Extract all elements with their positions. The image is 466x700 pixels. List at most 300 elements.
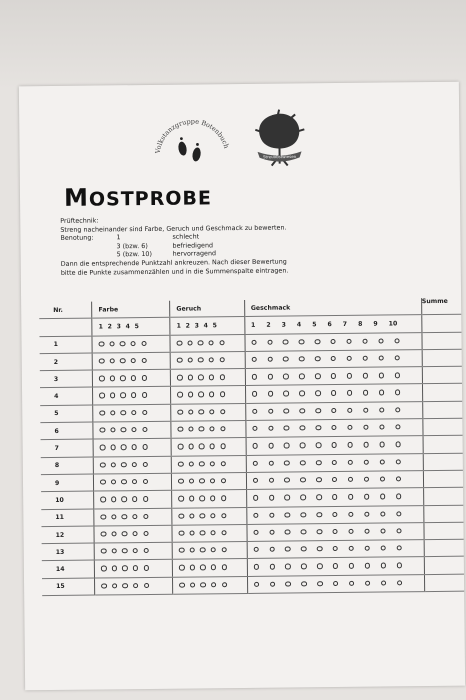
rating-checkbox[interactable] [220,478,225,483]
rating-checkbox[interactable] [380,546,385,551]
rating-checkbox[interactable] [300,495,305,500]
rating-checkbox[interactable] [269,564,274,569]
rating-checkbox[interactable] [219,374,224,379]
rating-checkbox[interactable] [190,565,195,570]
summe-field[interactable] [423,436,463,454]
rating-checkbox[interactable] [131,427,136,432]
rating-checkbox[interactable] [120,375,125,380]
rating-checkbox[interactable] [120,358,125,363]
rating-checkbox[interactable] [379,442,384,447]
rating-checkbox[interactable] [300,408,305,413]
rating-checkbox[interactable] [396,528,401,533]
rating-checkbox[interactable] [121,427,126,432]
rating-checkbox[interactable] [285,564,290,569]
rating-checkbox[interactable] [315,356,320,361]
rating-checkbox[interactable] [348,511,353,516]
rating-checkbox[interactable] [315,391,320,396]
rating-checkbox[interactable] [285,547,290,552]
rating-checkbox[interactable] [396,545,401,550]
rating-checkbox[interactable] [177,409,182,414]
rating-checkbox[interactable] [211,565,216,570]
rating-checkbox[interactable] [301,546,306,551]
rating-checkbox[interactable] [220,426,225,431]
rating-checkbox[interactable] [101,566,106,571]
rating-checkbox[interactable] [269,495,274,500]
rating-checkbox[interactable] [101,549,106,554]
rating-checkbox[interactable] [132,444,137,449]
rating-checkbox[interactable] [317,564,322,569]
rating-checkbox[interactable] [143,513,148,518]
rating-checkbox[interactable] [396,476,401,481]
rating-checkbox[interactable] [133,531,138,536]
rating-checkbox[interactable] [333,581,338,586]
rating-checkbox[interactable] [221,547,226,552]
rating-checkbox[interactable] [198,357,203,362]
summe-field[interactable] [422,366,462,384]
rating-checkbox[interactable] [284,460,289,465]
rating-checkbox[interactable] [210,495,215,500]
rating-checkbox[interactable] [209,374,214,379]
rating-checkbox[interactable] [349,546,354,551]
rating-checkbox[interactable] [189,461,194,466]
rating-checkbox[interactable] [121,393,126,398]
rating-checkbox[interactable] [300,460,305,465]
rating-checkbox[interactable] [332,494,337,499]
rating-checkbox[interactable] [187,357,192,362]
rating-checkbox[interactable] [132,479,137,484]
rating-checkbox[interactable] [200,496,205,501]
rating-checkbox[interactable] [332,460,337,465]
summe-field[interactable] [424,574,464,592]
rating-checkbox[interactable] [210,444,215,449]
rating-checkbox[interactable] [177,392,182,397]
rating-checkbox[interactable] [381,563,386,568]
rating-checkbox[interactable] [268,478,273,483]
summe-field[interactable] [424,505,464,523]
rating-checkbox[interactable] [101,514,106,519]
rating-checkbox[interactable] [121,479,126,484]
rating-checkbox[interactable] [380,528,385,533]
rating-checkbox[interactable] [364,477,369,482]
summe-field[interactable] [422,384,462,402]
rating-checkbox[interactable] [363,442,368,447]
summe-field[interactable] [422,332,462,350]
rating-checkbox[interactable] [284,426,289,431]
rating-checkbox[interactable] [396,511,401,516]
rating-checkbox[interactable] [188,392,193,397]
rating-checkbox[interactable] [208,340,213,345]
rating-checkbox[interactable] [198,375,203,380]
rating-checkbox[interactable] [364,459,369,464]
summe-field[interactable] [422,401,462,419]
rating-checkbox[interactable] [177,340,182,345]
rating-checkbox[interactable] [121,462,126,467]
rating-checkbox[interactable] [110,375,115,380]
rating-checkbox[interactable] [268,443,273,448]
rating-checkbox[interactable] [316,442,321,447]
rating-checkbox[interactable] [100,497,105,502]
rating-checkbox[interactable] [315,339,320,344]
rating-checkbox[interactable] [132,462,137,467]
summe-field[interactable] [422,349,462,367]
rating-checkbox[interactable] [299,391,304,396]
rating-checkbox[interactable] [364,511,369,516]
rating-checkbox[interactable] [221,495,226,500]
rating-checkbox[interactable] [178,461,183,466]
rating-checkbox[interactable] [178,496,183,501]
rating-checkbox[interactable] [200,565,205,570]
rating-checkbox[interactable] [395,407,400,412]
rating-checkbox[interactable] [317,529,322,534]
rating-checkbox[interactable] [378,355,383,360]
rating-checkbox[interactable] [284,408,289,413]
rating-checkbox[interactable] [132,496,137,501]
rating-checkbox[interactable] [200,513,205,518]
summe-field[interactable] [423,418,463,436]
rating-checkbox[interactable] [269,529,274,534]
rating-checkbox[interactable] [200,547,205,552]
rating-checkbox[interactable] [190,582,195,587]
rating-checkbox[interactable] [200,530,205,535]
summe-field[interactable] [424,522,464,540]
rating-checkbox[interactable] [267,357,272,362]
rating-checkbox[interactable] [332,512,337,517]
rating-checkbox[interactable] [299,373,304,378]
rating-checkbox[interactable] [379,373,384,378]
rating-checkbox[interactable] [363,356,368,361]
rating-checkbox[interactable] [198,340,203,345]
rating-checkbox[interactable] [395,390,400,395]
rating-checkbox[interactable] [143,531,148,536]
rating-checkbox[interactable] [199,409,204,414]
rating-checkbox[interactable] [111,497,116,502]
rating-checkbox[interactable] [179,530,184,535]
rating-checkbox[interactable] [251,339,256,344]
rating-checkbox[interactable] [133,565,138,570]
rating-checkbox[interactable] [268,426,273,431]
rating-checkbox[interactable] [254,564,259,569]
rating-checkbox[interactable] [252,426,257,431]
rating-checkbox[interactable] [362,338,367,343]
rating-checkbox[interactable] [285,529,290,534]
rating-checkbox[interactable] [252,443,257,448]
rating-checkbox[interactable] [395,372,400,377]
rating-checkbox[interactable] [395,424,400,429]
rating-checkbox[interactable] [209,409,214,414]
rating-checkbox[interactable] [144,583,149,588]
rating-checkbox[interactable] [380,459,385,464]
rating-checkbox[interactable] [143,548,148,553]
rating-checkbox[interactable] [122,583,127,588]
rating-checkbox[interactable] [332,442,337,447]
rating-checkbox[interactable] [99,358,104,363]
rating-checkbox[interactable] [299,356,304,361]
rating-checkbox[interactable] [380,511,385,516]
rating-checkbox[interactable] [396,494,401,499]
rating-checkbox[interactable] [267,374,272,379]
rating-checkbox[interactable] [209,392,214,397]
rating-checkbox[interactable] [122,548,127,553]
rating-checkbox[interactable] [211,547,216,552]
rating-checkbox[interactable] [381,580,386,585]
rating-checkbox[interactable] [120,341,125,346]
rating-checkbox[interactable] [365,563,370,568]
rating-checkbox[interactable] [317,546,322,551]
summe-field[interactable] [423,453,463,471]
rating-checkbox[interactable] [99,376,104,381]
rating-checkbox[interactable] [283,339,288,344]
rating-checkbox[interactable] [211,582,216,587]
rating-checkbox[interactable] [188,444,193,449]
rating-checkbox[interactable] [332,425,337,430]
rating-checkbox[interactable] [112,583,117,588]
rating-checkbox[interactable] [188,427,193,432]
rating-checkbox[interactable] [315,373,320,378]
rating-checkbox[interactable] [101,583,106,588]
rating-checkbox[interactable] [300,425,305,430]
rating-checkbox[interactable] [220,392,225,397]
rating-checkbox[interactable] [284,443,289,448]
rating-checkbox[interactable] [99,393,104,398]
rating-checkbox[interactable] [111,531,116,536]
rating-checkbox[interactable] [142,462,147,467]
rating-checkbox[interactable] [122,566,127,571]
rating-checkbox[interactable] [122,496,127,501]
rating-checkbox[interactable] [253,478,258,483]
rating-checkbox[interactable] [347,390,352,395]
rating-checkbox[interactable] [132,514,137,519]
rating-checkbox[interactable] [331,390,336,395]
rating-checkbox[interactable] [378,338,383,343]
rating-checkbox[interactable] [395,459,400,464]
rating-checkbox[interactable] [131,375,136,380]
rating-checkbox[interactable] [301,512,306,517]
rating-checkbox[interactable] [347,356,352,361]
rating-checkbox[interactable] [363,425,368,430]
rating-checkbox[interactable] [179,548,184,553]
summe-field[interactable] [423,487,463,505]
rating-checkbox[interactable] [379,407,384,412]
rating-checkbox[interactable] [209,426,214,431]
rating-checkbox[interactable] [283,391,288,396]
rating-checkbox[interactable] [99,341,104,346]
rating-checkbox[interactable] [133,548,138,553]
rating-checkbox[interactable] [252,374,257,379]
rating-checkbox[interactable] [254,582,259,587]
rating-checkbox[interactable] [100,462,105,467]
rating-checkbox[interactable] [199,444,204,449]
rating-checkbox[interactable] [199,478,204,483]
rating-checkbox[interactable] [284,477,289,482]
rating-checkbox[interactable] [299,339,304,344]
rating-checkbox[interactable] [100,410,105,415]
rating-checkbox[interactable] [379,390,384,395]
rating-checkbox[interactable] [188,375,193,380]
rating-checkbox[interactable] [317,581,322,586]
rating-checkbox[interactable] [252,391,257,396]
rating-checkbox[interactable] [131,393,136,398]
rating-checkbox[interactable] [380,494,385,499]
rating-checkbox[interactable] [394,338,399,343]
summe-field[interactable] [424,539,464,557]
rating-checkbox[interactable] [285,512,290,517]
rating-checkbox[interactable] [363,373,368,378]
rating-checkbox[interactable] [142,444,147,449]
rating-checkbox[interactable] [397,563,402,568]
rating-checkbox[interactable] [315,408,320,413]
rating-checkbox[interactable] [143,565,148,570]
rating-checkbox[interactable] [347,408,352,413]
rating-checkbox[interactable] [252,460,257,465]
rating-checkbox[interactable] [178,444,183,449]
rating-checkbox[interactable] [333,546,338,551]
rating-checkbox[interactable] [349,581,354,586]
rating-checkbox[interactable] [133,583,138,588]
rating-checkbox[interactable] [131,410,136,415]
rating-checkbox[interactable] [348,494,353,499]
rating-checkbox[interactable] [111,479,116,484]
rating-checkbox[interactable] [346,338,351,343]
rating-checkbox[interactable] [331,339,336,344]
rating-checkbox[interactable] [283,374,288,379]
rating-checkbox[interactable] [316,477,321,482]
rating-checkbox[interactable] [269,512,274,517]
rating-checkbox[interactable] [252,409,257,414]
rating-checkbox[interactable] [270,581,275,586]
rating-checkbox[interactable] [189,530,194,535]
rating-checkbox[interactable] [210,461,215,466]
rating-checkbox[interactable] [219,340,224,345]
rating-checkbox[interactable] [267,339,272,344]
rating-checkbox[interactable] [112,566,117,571]
rating-checkbox[interactable] [188,409,193,414]
rating-checkbox[interactable] [300,443,305,448]
rating-checkbox[interactable] [316,494,321,499]
rating-checkbox[interactable] [189,548,194,553]
rating-checkbox[interactable] [348,459,353,464]
rating-checkbox[interactable] [178,427,183,432]
rating-checkbox[interactable] [199,461,204,466]
rating-checkbox[interactable] [189,478,194,483]
rating-checkbox[interactable] [198,392,203,397]
rating-checkbox[interactable] [199,426,204,431]
rating-checkbox[interactable] [397,580,402,585]
rating-checkbox[interactable] [331,373,336,378]
rating-checkbox[interactable] [110,358,115,363]
rating-checkbox[interactable] [285,581,290,586]
rating-checkbox[interactable] [141,358,146,363]
rating-checkbox[interactable] [100,479,105,484]
rating-checkbox[interactable] [285,495,290,500]
rating-checkbox[interactable] [221,565,226,570]
rating-checkbox[interactable] [110,427,115,432]
rating-checkbox[interactable] [333,529,338,534]
rating-checkbox[interactable] [222,582,227,587]
rating-checkbox[interactable] [221,513,226,518]
rating-checkbox[interactable] [347,373,352,378]
rating-checkbox[interactable] [332,477,337,482]
rating-checkbox[interactable] [300,477,305,482]
rating-checkbox[interactable] [364,528,369,533]
rating-checkbox[interactable] [380,476,385,481]
rating-checkbox[interactable] [316,425,321,430]
rating-checkbox[interactable] [177,357,182,362]
rating-checkbox[interactable] [269,547,274,552]
rating-checkbox[interactable] [209,357,214,362]
rating-checkbox[interactable] [111,514,116,519]
rating-checkbox[interactable] [131,358,136,363]
rating-checkbox[interactable] [364,494,369,499]
rating-checkbox[interactable] [221,530,226,535]
rating-checkbox[interactable] [395,442,400,447]
rating-checkbox[interactable] [141,341,146,346]
rating-checkbox[interactable] [268,391,273,396]
summe-field[interactable] [424,557,464,575]
rating-checkbox[interactable] [301,581,306,586]
rating-checkbox[interactable] [363,390,368,395]
rating-checkbox[interactable] [179,565,184,570]
rating-checkbox[interactable] [210,513,215,518]
rating-checkbox[interactable] [112,548,117,553]
rating-checkbox[interactable] [347,425,352,430]
rating-checkbox[interactable] [283,356,288,361]
rating-checkbox[interactable] [317,512,322,517]
rating-checkbox[interactable] [143,479,148,484]
rating-checkbox[interactable] [143,496,148,501]
rating-checkbox[interactable] [268,408,273,413]
rating-checkbox[interactable] [131,341,136,346]
summe-field[interactable] [423,470,463,488]
rating-checkbox[interactable] [122,514,127,519]
rating-checkbox[interactable] [253,530,258,535]
rating-checkbox[interactable] [394,355,399,360]
rating-checkbox[interactable] [220,443,225,448]
rating-checkbox[interactable] [142,427,147,432]
rating-checkbox[interactable] [177,375,182,380]
rating-checkbox[interactable] [179,513,184,518]
rating-checkbox[interactable] [210,530,215,535]
rating-checkbox[interactable] [349,563,354,568]
rating-checkbox[interactable] [253,512,258,517]
rating-checkbox[interactable] [178,479,183,484]
rating-checkbox[interactable] [121,410,126,415]
rating-checkbox[interactable] [268,460,273,465]
rating-checkbox[interactable] [219,357,224,362]
rating-checkbox[interactable] [251,357,256,362]
rating-checkbox[interactable] [301,564,306,569]
rating-checkbox[interactable] [348,477,353,482]
rating-checkbox[interactable] [189,513,194,518]
rating-checkbox[interactable] [110,410,115,415]
rating-checkbox[interactable] [348,442,353,447]
rating-checkbox[interactable] [141,375,146,380]
rating-checkbox[interactable] [187,340,192,345]
rating-checkbox[interactable] [331,408,336,413]
rating-checkbox[interactable] [253,547,258,552]
rating-checkbox[interactable] [363,407,368,412]
rating-checkbox[interactable] [121,445,126,450]
rating-checkbox[interactable] [220,409,225,414]
rating-checkbox[interactable] [365,580,370,585]
rating-checkbox[interactable] [253,495,258,500]
rating-checkbox[interactable] [301,529,306,534]
rating-checkbox[interactable] [331,356,336,361]
rating-checkbox[interactable] [110,393,115,398]
rating-checkbox[interactable] [210,478,215,483]
rating-checkbox[interactable] [333,563,338,568]
rating-checkbox[interactable] [101,531,106,536]
rating-checkbox[interactable] [111,462,116,467]
